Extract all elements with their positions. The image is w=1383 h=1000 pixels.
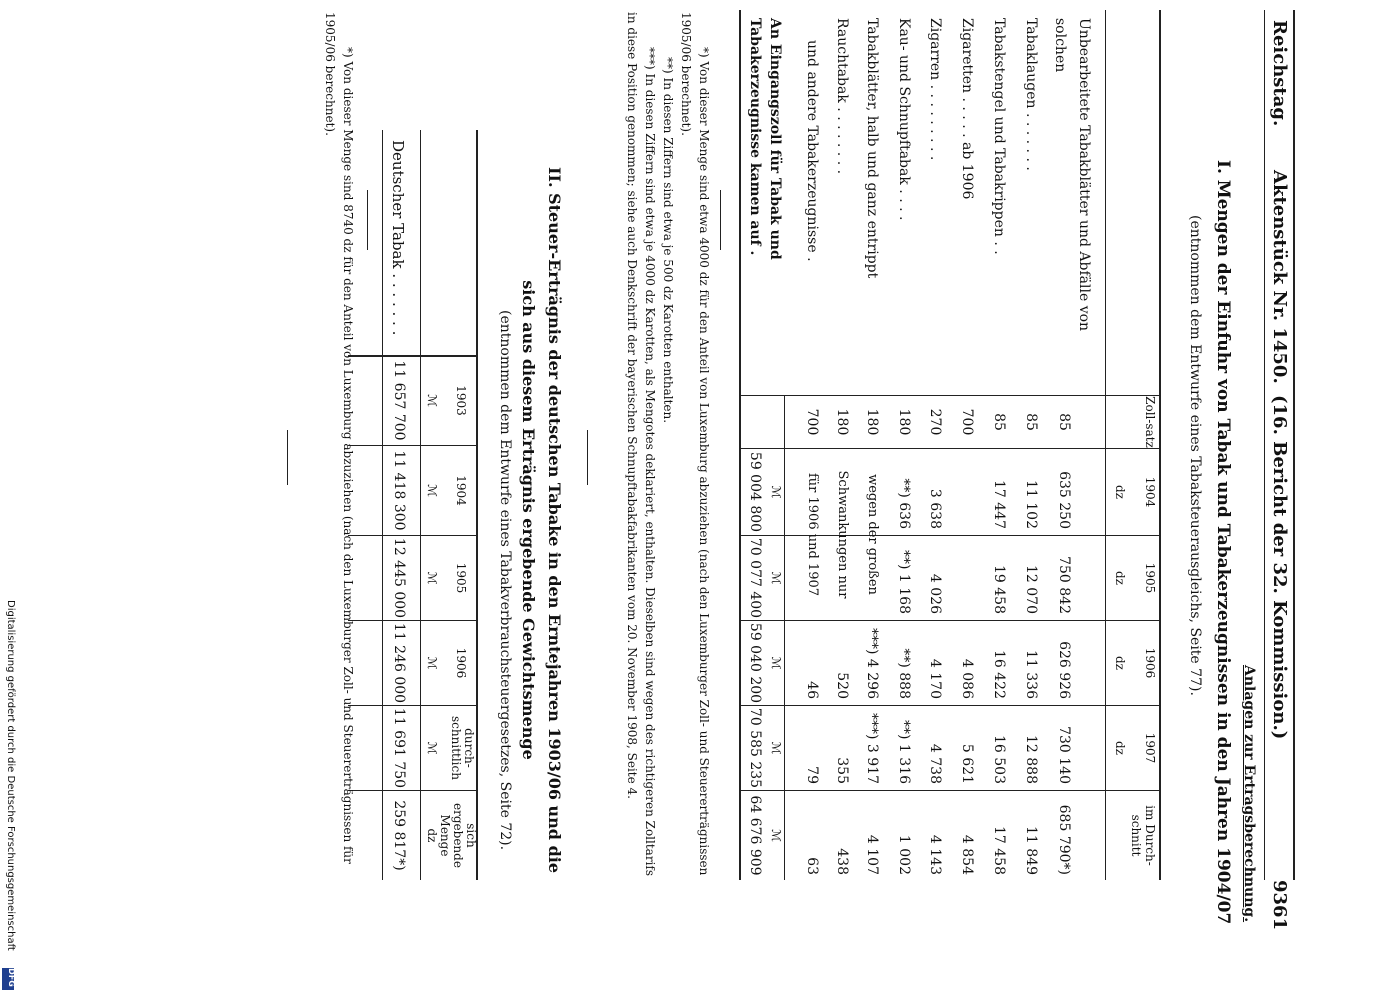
table1-row-1905: 12 070	[1023, 565, 1039, 614]
table1-row-average: 63	[804, 857, 820, 875]
table1-row-zoll: 180	[834, 408, 850, 436]
table1-row-1904: 3 638	[927, 488, 943, 529]
table2-rule-head	[420, 130, 421, 880]
table1-row-label: Unbearbeitete Tabakblätter und Abfälle von solchen	[1052, 18, 1092, 332]
table2-header-average: durch-schnittlich	[449, 716, 476, 780]
table1-row-1906: 520	[834, 672, 850, 699]
table1-rule-bottom	[739, 10, 741, 880]
table1-row-zoll: 270	[927, 408, 943, 436]
dfg-logo	[2, 968, 14, 990]
table1-row-average: 438	[834, 848, 850, 875]
digitization-credit	[2, 600, 18, 990]
table1-subtitle: (entnommen dem Entwurfe eines Tabaksteuerausgleichs, Seite 77).	[1187, 215, 1203, 696]
table1-unit-1907: dz	[1113, 740, 1127, 755]
section-heading: Anlagen zur Ertragsberechnung.	[1241, 665, 1257, 923]
table2-unit: ℳ	[425, 394, 439, 407]
table1-row-average: 685 790*)	[1056, 804, 1072, 875]
table1-row-label: Zigarren . . . . . . . . .	[927, 18, 943, 161]
table1-note-line: für 1906 und 1907	[805, 472, 820, 597]
table1-row-label: Rauchtabak . . . . . . . .	[834, 18, 850, 175]
table1-row-1906: **) 888	[896, 648, 912, 699]
header-rule-bottom	[1264, 10, 1265, 880]
table1-unit-1906: dz	[1113, 655, 1127, 670]
table1-row-1906: 626 926	[1056, 641, 1072, 699]
footnote: *) Von dieser Menge sind etwa 4000 dz für den Anteil von Luxemburg abzuziehen (nach den Luxemburger Zoll- und Steuererträgnissen 1905/06 berechnet).	[679, 12, 711, 876]
table1-income-1904: 59 004 800	[747, 451, 763, 533]
footnote: ***) In diesen Ziffern sind etwa je 4000 dz Karotten, als Mengotes deklariert, enthalten. Dieselben sind wegen des richtigeren Zolltarifs in diese Position genommen; siehe auch Denkschrift der bayerischen Schnupftabakfabrikanten vom 20. November 1908, Seite 4.	[625, 12, 657, 877]
digitization-credit-text: Digitalisierung gefördert durch die Deutsche Forschungsgemeinschaft	[5, 600, 16, 951]
table1-income-average: 64 676 909	[747, 795, 763, 876]
table1-unit-1905: dz	[1113, 570, 1127, 585]
table1-row-1905: 19 458	[991, 565, 1007, 614]
header-center-paren: (16. Bericht der 32. Kommission.)	[1269, 395, 1290, 740]
table1-row-label: Zigaretten . . . . . ab 1906	[959, 18, 975, 200]
table1-row-1907: **) 1 316	[896, 720, 912, 784]
table2-row-label: Deutscher Tabak . . . . . . .	[389, 140, 407, 336]
table1-header-zollsatz: Zoll-satz	[1143, 396, 1157, 448]
table1-row-zoll: 180	[896, 408, 912, 436]
table1-income-label: An Eingangszoll für Tabak und Tabakerzeugnisse kamen auf .	[747, 18, 783, 260]
table2-unit: ℳ	[425, 484, 439, 497]
table1-row-average: 1 002	[896, 834, 912, 875]
table1-row-1907: ***) 3 917	[864, 713, 880, 784]
table2-unit: ℳ	[425, 656, 439, 670]
table1-row-average: 4 107	[864, 834, 880, 875]
table1-header-average: im Durch-schnitt	[1129, 805, 1157, 866]
table1-income-unit: ℳ	[769, 741, 783, 755]
section-separator	[287, 430, 288, 485]
table2-unit: ℳ	[425, 741, 439, 755]
table1-row-1906: 16 422	[991, 650, 1007, 699]
table1-row-zoll: 85	[1056, 413, 1072, 431]
table1-row-1906: 46	[804, 681, 820, 699]
table1-row-label: Tabaklaugen . . . . . . .	[1023, 18, 1039, 171]
table2-header-1906: 1906	[454, 647, 468, 679]
table1-row-1907: 12 888	[1023, 735, 1039, 784]
table2-title: II. Steuer-Erträgnis der deutschen Tabake in den Erntejahren 1903/06 und die sich aus diesem Erträgnis ergebende Gewichtsmenge	[519, 166, 564, 874]
table1-row-average: 4 143	[927, 834, 943, 875]
table1-income-1906: 59 040 200	[747, 622, 763, 704]
table2-value-average: 11 691 750	[391, 707, 407, 789]
header-left: Reichstag.	[1269, 20, 1290, 127]
table1-row-1907: 4 738	[927, 743, 943, 784]
table1-row-zoll: 85	[991, 413, 1007, 431]
table1-row-1907: 355	[834, 757, 850, 784]
footnote: *) Von dieser Menge sind 8740 dz für den Anteil von Luxemburg abzuziehen (nach den Luxemburger Zoll- und Steuererträgnissen für 1905/06 berechnet).	[323, 12, 355, 864]
table1-rule-top	[1159, 10, 1161, 880]
table1-note-line: wegen der großen	[865, 474, 880, 595]
table1-row-1907: 79	[804, 766, 820, 784]
table2-header-quantity: sich ergebende Menge	[438, 803, 478, 868]
table1-row-zoll: 700	[959, 408, 975, 436]
table1-vline-2	[741, 448, 1161, 449]
header-rule-top	[1293, 10, 1295, 880]
table1-header-1904: 1904	[1143, 476, 1157, 508]
table2-rule-top	[476, 130, 478, 880]
table1-row-1906: ***) 4 296	[864, 628, 880, 699]
footnote: **) In diesen Ziffern sind etwa je 500 dz Karotten enthalten.	[661, 57, 675, 424]
table2-unit: ℳ	[425, 571, 439, 585]
footnote-separator	[367, 190, 368, 250]
table1-note-line: Schwankungen nur	[835, 470, 850, 599]
page-number: 9361	[1269, 880, 1290, 931]
table1-row-1907: 16 503	[991, 735, 1007, 784]
table1-unit-1904: dz	[1113, 484, 1127, 499]
table2-value-1904: 11 418 300	[391, 450, 407, 531]
table1-income-unit: ℳ	[769, 571, 783, 585]
table2-value-1906: 11 246 000	[391, 622, 407, 704]
table1-income-1907: 70 585 235	[747, 707, 763, 789]
table1-row-1904: 11 102	[1023, 480, 1039, 529]
table2-value-1905: 12 445 000	[391, 537, 407, 619]
table1-row-1906: 4 086	[959, 658, 975, 699]
footnote-separator	[720, 190, 721, 250]
table1-vline-3	[741, 535, 1161, 536]
table1-row-1905: 4 026	[927, 573, 943, 614]
table1-row-1907: 5 621	[959, 743, 975, 784]
table1-row-1904: 635 250	[1056, 471, 1072, 529]
table1-header-1905: 1905	[1143, 562, 1157, 594]
table1-row-1904: 17 447	[991, 480, 1007, 529]
table1-income-1905: 70 077 400	[747, 537, 763, 619]
table2-value-quantity: 259 817*)	[391, 800, 407, 871]
table1-row-1905: **) 1 168	[896, 550, 912, 614]
table1-row-label: Tabakblätter, halb und ganz entrippt	[864, 18, 880, 279]
table1-row-1905: 750 842	[1056, 556, 1072, 614]
table1-row-average: 11 849	[1023, 826, 1039, 875]
table1-row-zoll: 180	[864, 408, 880, 436]
table2-unit: dz	[425, 828, 439, 843]
table2-header-1903: 1903	[454, 385, 468, 416]
table1-row-label: und andere Tabakerzeugnisse .	[804, 40, 820, 262]
header-center: Aktenstück Nr. 1450.	[1269, 170, 1290, 384]
table1-header-1907: 1907	[1143, 732, 1157, 764]
table2-subtitle: (entnommen dem Entwurfe eines Tabakverbrauchsteuergesetzes, Seite 72).	[497, 310, 513, 851]
table1-title: I. Mengen der Einfuhr von Tabak und Tabakerzeugnissen in den Jahren 1904/07	[1213, 160, 1233, 925]
table1-rule-income	[784, 395, 785, 880]
table1-row-zoll: 700	[804, 408, 820, 436]
table1-rule-head	[1105, 10, 1106, 880]
table2-rule-bottom	[382, 130, 383, 880]
table1-income-unit: ℳ	[769, 485, 783, 499]
table2-header-1905: 1905	[454, 562, 468, 594]
table1-row-1907: 730 140	[1056, 726, 1072, 784]
table1-row-1904: **) 636	[896, 478, 912, 529]
table1-row-average: 17 458	[991, 826, 1007, 875]
section-separator	[587, 430, 588, 485]
table1-income-unit: ℳ	[769, 829, 783, 842]
table1-header-1906: 1906	[1143, 647, 1157, 679]
table1-row-average: 4 854	[959, 834, 975, 875]
table1-row-zoll: 85	[1023, 413, 1039, 431]
dfg-logo-label: DFG	[6, 968, 16, 987]
table1-row-label: Kau- und Schnupftabak . . . .	[896, 18, 912, 221]
table1-income-unit: ℳ	[769, 656, 783, 670]
table1-row-label: Tabakstengel und Tabakrippen . .	[991, 18, 1007, 255]
table2-value-1903: 11 657 700	[391, 360, 407, 441]
table2-header-1904: 1904	[454, 475, 468, 506]
table1-row-1906: 11 336	[1023, 650, 1039, 699]
table1-row-1906: 4 170	[927, 658, 943, 699]
